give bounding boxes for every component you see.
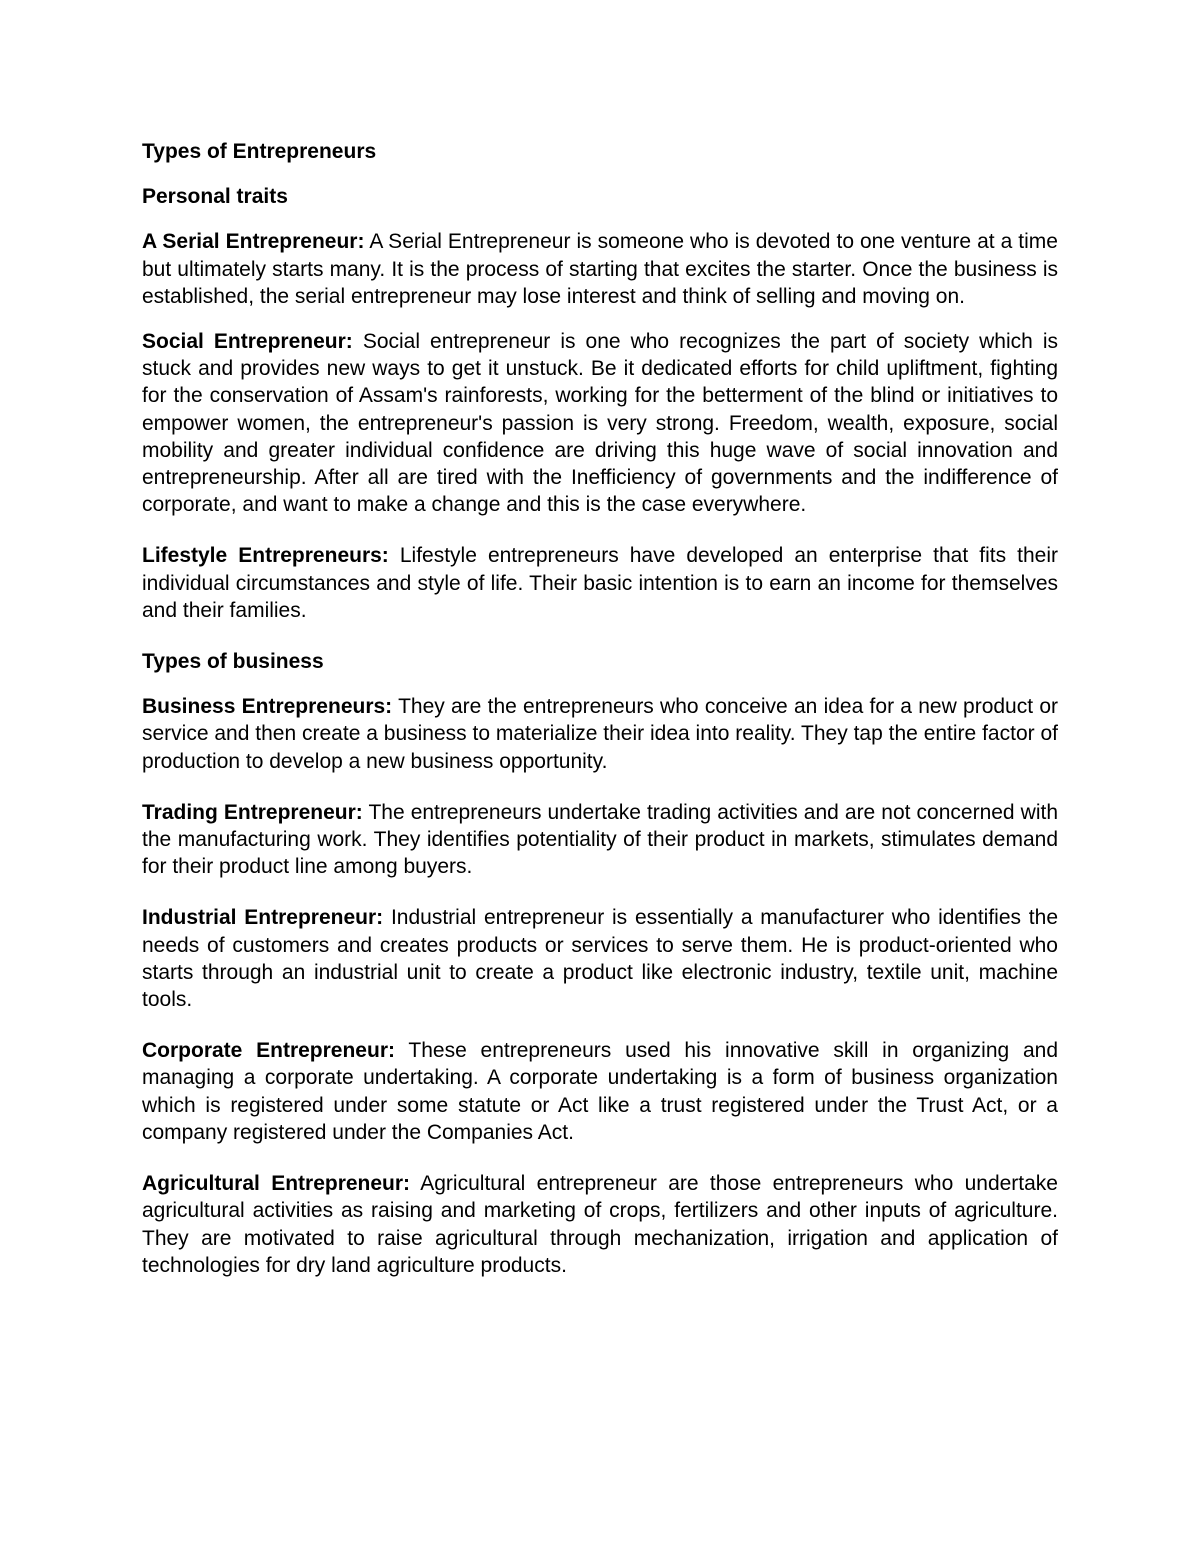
document-body (142, 138, 1058, 1297)
paragraph-serial-entrepreneur (142, 228, 1058, 310)
definition-lifestyle-entrepreneurs: Lifestyle entrepreneurs have developed an enterprise that fits their individual circumstances and style of life. Their basic intention is to earn an income for themselves and their families. (142, 544, 1058, 622)
definition-social-entrepreneur: Social entrepreneur is one who recognizes the part of society which is stuck and provides new ways to get it unstuck. Be it dedicated efforts for child upliftment, fighting for the conservation of Assam's rainforests, working for the betterment of the blind or initiatives to empower women, the entrepreneur's passion is very strong. Freedom, wealth, exposure, social mobility and greater individual confidence are driving this huge wave of social innovation and entrepreneurship. After all are tired with the Inefficiency of governments and the indifference of corporate, and want to make a change and this is the case everywhere. (142, 330, 1059, 517)
term-serial-entrepreneur: A Serial Entrepreneur: (142, 230, 365, 254)
definition-corporate-entrepreneur: These entrepreneurs used his innovative skill in organizing and managing a corporate undertaking. A corporate undertaking is a form of business organization which is registered under some statute or Act like a trust registered under the Trust Act, or a company registered under the Companies Act. (142, 1039, 1058, 1144)
paragraph-lifestyle-entrepreneurs (142, 542, 1058, 624)
term-social-entrepreneur: Social Entrepreneur: (142, 330, 353, 354)
term-corporate-entrepreneur: Corporate Entrepreneur: (142, 1039, 395, 1063)
term-agricultural-entrepreneur: Agricultural Entrepreneur: (142, 1172, 411, 1196)
definition-business-entrepreneurs: They are the entrepreneurs who conceive an idea for a new product or service and then create a business to materialize their idea into reality. They tap the entire factor of production to develop a new business opportunity. (142, 695, 1058, 773)
paragraph-social-entrepreneur (142, 328, 1058, 518)
paragraph-trading-entrepreneur (142, 799, 1058, 881)
document-title: Types of Entrepreneurs (142, 140, 377, 163)
paragraph-industrial-entrepreneur (142, 904, 1058, 1013)
definition-serial-entrepreneur: A Serial Entrepreneur is someone who is devoted to one venture at a time but ultimately starts many. It is the process of starting that excites the starter. Once the business is established, the serial entrepreneur may lose interest and think of selling and moving on. (142, 230, 1058, 308)
paragraph-agricultural-entrepreneur (142, 1170, 1058, 1279)
term-trading-entrepreneur: Trading Entrepreneur: (142, 800, 363, 824)
definition-agricultural-entrepreneur: Agricultural entrepreneur are those entrepreneurs who undertake agricultural activities as raising and marketing of crops, fertilizers and other inputs of agriculture. They are motivated to raise agricultural through mechanization, irrigation and application of technologies for dry land agriculture products. (142, 1172, 1058, 1277)
term-business-entrepreneurs: Business Entrepreneurs: (142, 695, 393, 719)
definition-industrial-entrepreneur: Industrial entrepreneur is essentially a manufacturer who identifies the needs of customers and creates products or services to serve them. He is product-oriented who starts through an industrial unit to create a product like electronic industry, textile unit, machine tools. (142, 906, 1058, 1012)
term-lifestyle-entrepreneurs: Lifestyle Entrepreneurs: (142, 544, 389, 568)
paragraph-corporate-entrepreneur (142, 1037, 1058, 1146)
section-heading-personal-traits: Personal traits (142, 185, 288, 209)
definition-trading-entrepreneur: The entrepreneurs undertake trading activities and are not concerned with the manufacturing work. They identifies potentiality of their product in markets, stimulates demand for their product line among buyers. (142, 800, 1059, 879)
paragraph-business-entrepreneurs (142, 693, 1058, 775)
term-industrial-entrepreneur: Industrial Entrepreneur: (142, 906, 384, 930)
section-heading-types-of-business: Types of business (142, 650, 324, 674)
